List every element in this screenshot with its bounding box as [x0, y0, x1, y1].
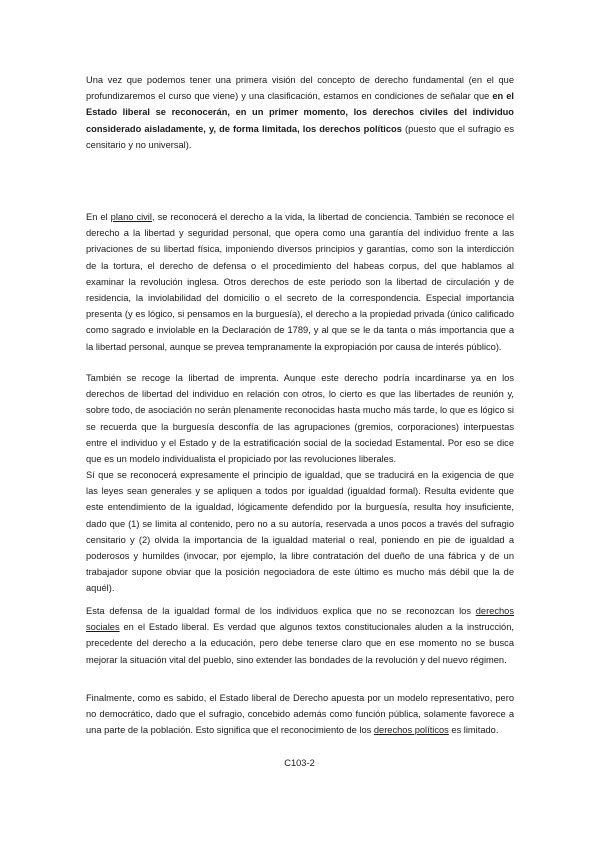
paragraph-libertad-imprenta: También se recoge la libertad de imprenta. Aunque este derecho podría incardinarse ya en los derechos de libertad del individuo en relación con otros, lo cierto es que las libertades de reunión y, sobre todo, de asociación no serán plenamente reconocidas hasta mucho más tarde, lo que es lógico si se recuerda que la burguesía desconfía de las agrupaciones (gremios, corporaciones) interpuestas entre el individuo y el Estado y de la estratificación social de la sociedad Estamental. Por eso se dice que es un modelo individualista el propiciado por las revoluciones liberales.: [86, 373, 514, 465]
paragraph-plano-civil: [86, 209, 514, 355]
p6-text-b: es limitado.: [448, 725, 499, 736]
paragraph-igualdad: Sí que se reconocerá expresamente el principio de igualdad, que se traducirá en la exigencia de que las leyes sean generales y se apliquen a todos por igualdad (igualdad formal). Resulta evidente que este entendimiento de la igualdad, lógicamente defendido por la burguesía, resulta hoy insuficiente, dado que (1) se limita al contenido, pero no a su autoría, reservada a unos pocos a través del sufragio censitario y (2) olvida la importancia de la igualdad material o real, poniendo en pie de igualdad a poderosos y humildes (invocar, por ejemplo, la libre contratación del dueño de una fábrica y de un trabajador supone obviar que la posición negociadora de este último es mucho más débil que la de aquél).: [86, 470, 514, 594]
p1-text-a: Una vez que podemos tener una primera visión del concepto de derecho fundamental (en el que profundizaremos el curso que viene) y una clasificación, estamos en condiciones de señalar que: [86, 75, 514, 102]
plano-civil-link[interactable]: plano civil: [110, 212, 152, 222]
p1-bold-text: en el Estado liberal se reconocerán, en un primer momento, los derechos civiles del individuo considerado aisladamente, y, de forma limitada, los derechos políticos: [86, 91, 514, 134]
derechos-politicos-link[interactable]: derechos políticos: [373, 725, 449, 736]
page-footer-code: C103-2: [284, 758, 315, 768]
p5-text-b: en el Estado liberal. Es verdad que algunos textos constitucionales aluden a la instrucción, precedente del derecho a la educación, pero debe tenerse claro que en ese momento no se busca mejorar la situación vital del pueblo, sino extender las bondades de la revolución y del nuevo régimen.: [86, 622, 514, 665]
p5-text-a: Esta defensa de la igualdad formal de los individuos explica que no se reconozcan los: [86, 606, 476, 616]
paragraph-derechos-politicos: [86, 690, 514, 739]
p2-text-b: , se reconocerá el derecho a la vida, la libertad de conciencia. También se reconoce el derecho a la libertad y seguridad personal, que opera como una garantía del individuo frente a las privaciones de su libertad física, imponiendo diversos principios y garantías, como son la interdicción de la tortura, el derecho de defensa o el procedimiento del habeas corpus, del que hablamos al examinar la revolución inglesa. Otros derechos de este periodo son la libertad de circulación y de residencia, la inviolabilidad del domicilio o el secreto de la correspondencia. Especial importancia presenta (y es lógico, si pensamos en la burguesía), el derecho a la propiedad privada (único calificado como sagrado e inviolable en la Declaración de 1789, y al que se le da tanta o más importancia que a la libertad personal, aunque se prevea tempranamente la expropiación por causa de interés público).: [86, 212, 515, 352]
p2-text-a: En el: [86, 212, 111, 222]
p6-text-a: Finalmente, como es sabido, el Estado liberal de Derecho apuesta por un modelo representativo, pero no democrático, dado que el sufragio, concebido además como función pública, solamente favorece a una parte de la población. Esto significa que el reconocimiento de los: [86, 693, 514, 736]
paragraph-derechos-sociales: [86, 603, 514, 668]
p1-text-c: (puesto que el sufragio es censitario y no universal).: [86, 123, 514, 150]
paragraph-intro: [86, 72, 514, 153]
derechos-sociales-link[interactable]: derechos sociales: [86, 606, 514, 633]
